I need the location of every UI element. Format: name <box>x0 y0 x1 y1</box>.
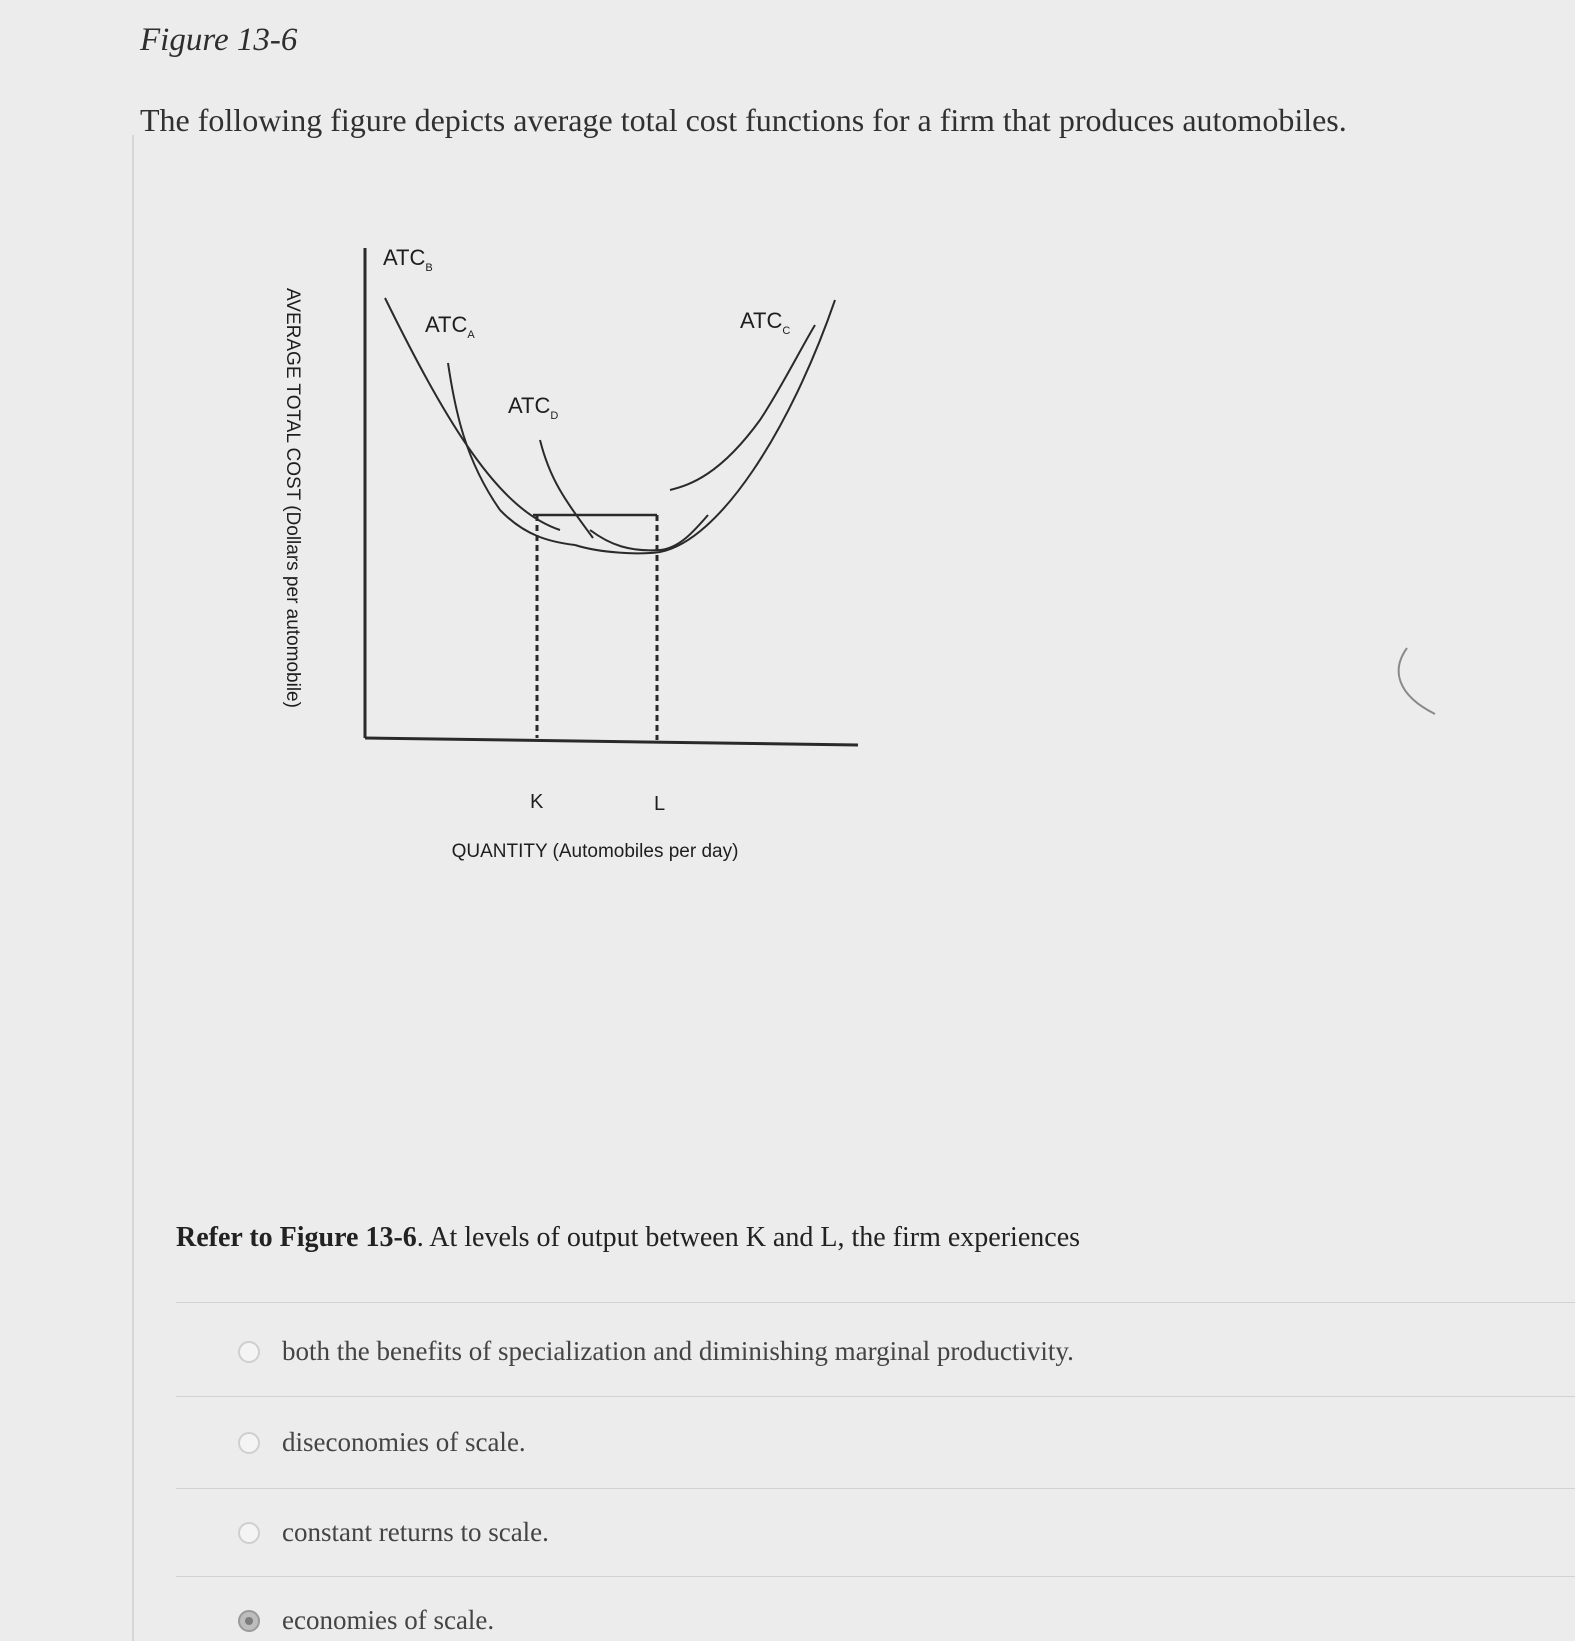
option-4[interactable] <box>238 1605 494 1636</box>
divider-2 <box>176 1396 1575 1397</box>
option-label: diseconomies of scale. <box>282 1427 526 1457</box>
label-atc-c: $ATC_C$ <box>740 308 791 337</box>
option-2[interactable] <box>238 1427 526 1458</box>
x-axis-label: QUANTITY (Automobiles per day) <box>451 841 739 862</box>
divider-3 <box>176 1488 1575 1489</box>
label-atc-d: $ATC_D$ <box>508 393 559 422</box>
x-tick-k: K <box>530 791 544 813</box>
option-3[interactable] <box>238 1517 549 1548</box>
x-axis <box>365 738 858 745</box>
option-label: constant returns to scale. <box>282 1517 549 1547</box>
series-line-atc-d <box>540 440 593 538</box>
question-text <box>176 1222 1080 1254</box>
radio-button[interactable] <box>238 1522 260 1544</box>
option-label: both the benefits of specialization and diminishing marginal productivity. <box>282 1336 1074 1366</box>
radio-button[interactable] <box>238 1341 260 1363</box>
figure-title: Figure 13-6 <box>140 22 298 58</box>
series-line-atc-d-right <box>590 515 708 550</box>
atc-chart <box>250 230 910 890</box>
radio-button-selected[interactable] <box>238 1610 260 1632</box>
label-atc-a: $ATC_A$ <box>425 312 475 341</box>
question-reference: Refer to Figure 13-6 <box>176 1222 417 1253</box>
divider-4 <box>176 1576 1575 1577</box>
series-line-atc-a <box>448 363 500 510</box>
question-body: . At levels of output between K and L, the firm experiences <box>416 1222 1081 1253</box>
option-label: economies of scale. <box>282 1605 495 1635</box>
radio-button[interactable] <box>238 1432 260 1454</box>
series-line-atc-c-inner <box>670 325 815 490</box>
x-tick-l: L <box>654 793 666 815</box>
figure-description: The following figure depicts average total cost functions for a firm that produces automobiles. <box>140 102 1347 138</box>
left-border <box>132 135 134 1641</box>
divider-1 <box>176 1302 1575 1303</box>
pen-mark <box>1385 640 1445 720</box>
option-1[interactable] <box>238 1336 1074 1367</box>
label-atc-b: $ATC_B$ <box>383 245 433 274</box>
y-axis-label: AVERAGE TOTAL COST (Dollars per automobile) <box>282 288 303 708</box>
